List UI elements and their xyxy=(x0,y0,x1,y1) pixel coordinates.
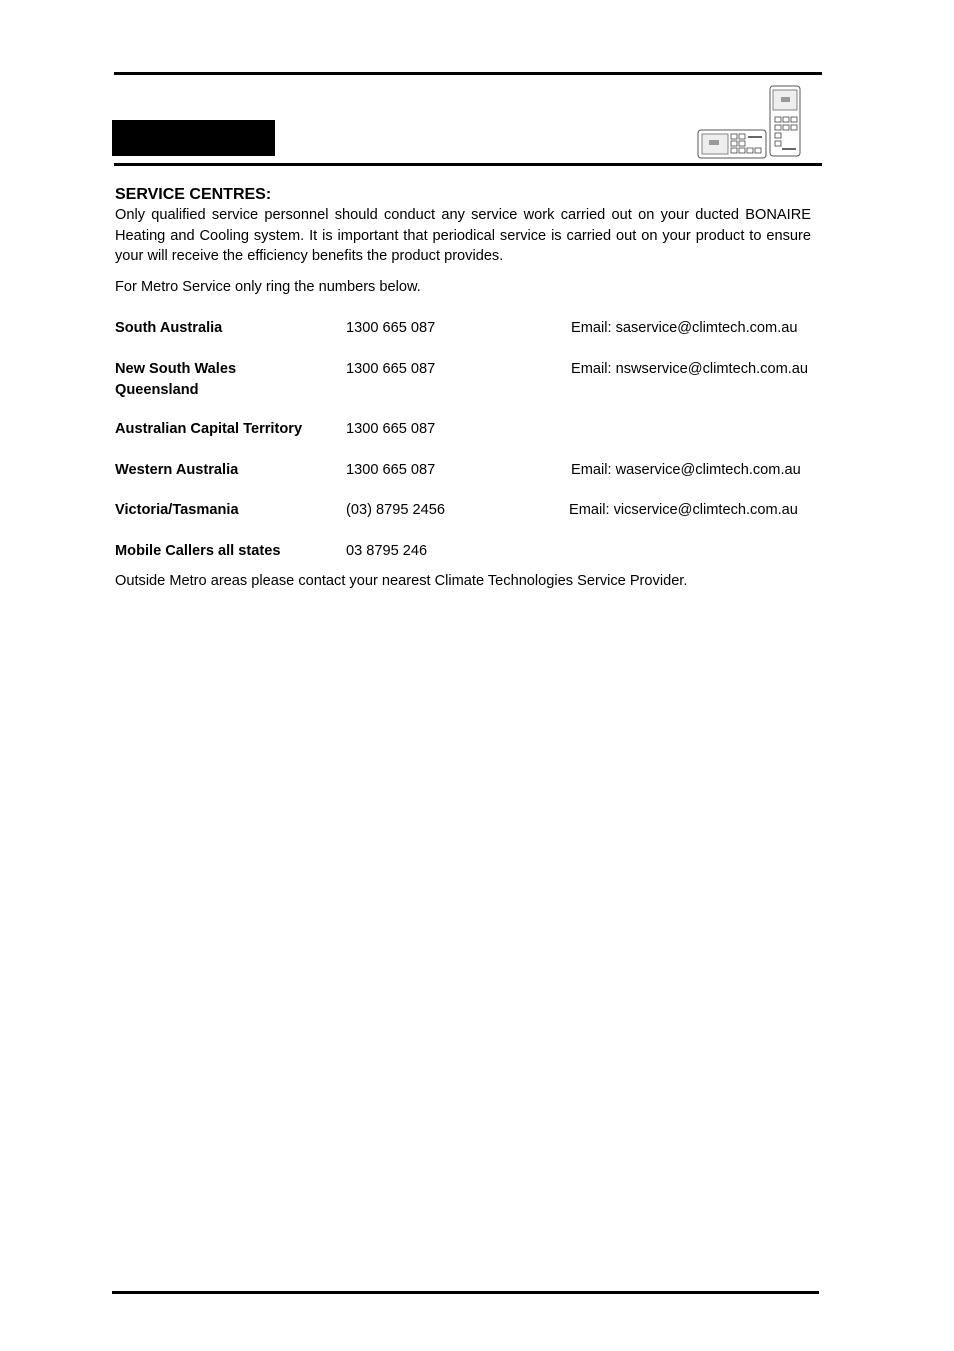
centre-region-line2: Queensland xyxy=(115,381,199,398)
centre-email[interactable]: Email: nswservice@climtech.com.au xyxy=(571,361,809,377)
centre-region-line1: New South Wales xyxy=(115,361,237,377)
centre-email[interactable]: Email: saservice@climtech.com.au xyxy=(571,320,798,336)
header-rule-top xyxy=(114,72,822,75)
centre-region: Western Australia xyxy=(115,462,239,478)
footer-rule xyxy=(112,1291,819,1294)
service-intro xyxy=(115,185,811,297)
section-heading: SERVICE CENTRES: xyxy=(115,186,272,203)
centre-email[interactable]: Email: waservice@climtech.com.au xyxy=(571,462,801,478)
centre-region: South Australia xyxy=(115,320,223,336)
centre-phone: 1300 665 087 xyxy=(346,462,436,478)
centre-email[interactable]: Email: vicservice@climtech.com.au xyxy=(569,502,798,518)
metro-note: For Metro Service only ring the numbers below. xyxy=(115,278,421,295)
centre-region: Mobile Callers all states xyxy=(115,543,281,559)
centre-phone: 1300 665 087 xyxy=(346,421,436,437)
thermostat-controllers-icon xyxy=(696,84,806,162)
outside-metro-note: Outside Metro areas please contact your nearest Climate Technologies Service Provider. xyxy=(115,573,688,589)
centre-phone: 1300 665 087 xyxy=(346,361,436,377)
centre-region: Australian Capital Territory xyxy=(115,421,303,437)
header-rule-bottom xyxy=(114,163,822,166)
centre-phone: (03) 8795 2456 xyxy=(346,502,445,518)
centre-phone: 03 8795 246 xyxy=(346,543,428,559)
header-black-tab xyxy=(112,120,275,156)
centre-region: Victoria/Tasmania xyxy=(115,502,239,518)
intro-paragraph: Only qualified service personnel should conduct any service work carried out on your ducted BONAIRE Heating and Cooling system. It is important that periodical service is carried out on your product to ensure your will receive the efficiency benefits the product provides. xyxy=(115,207,811,264)
centre-phone: 1300 665 087 xyxy=(346,320,436,336)
centre-region xyxy=(115,359,345,400)
